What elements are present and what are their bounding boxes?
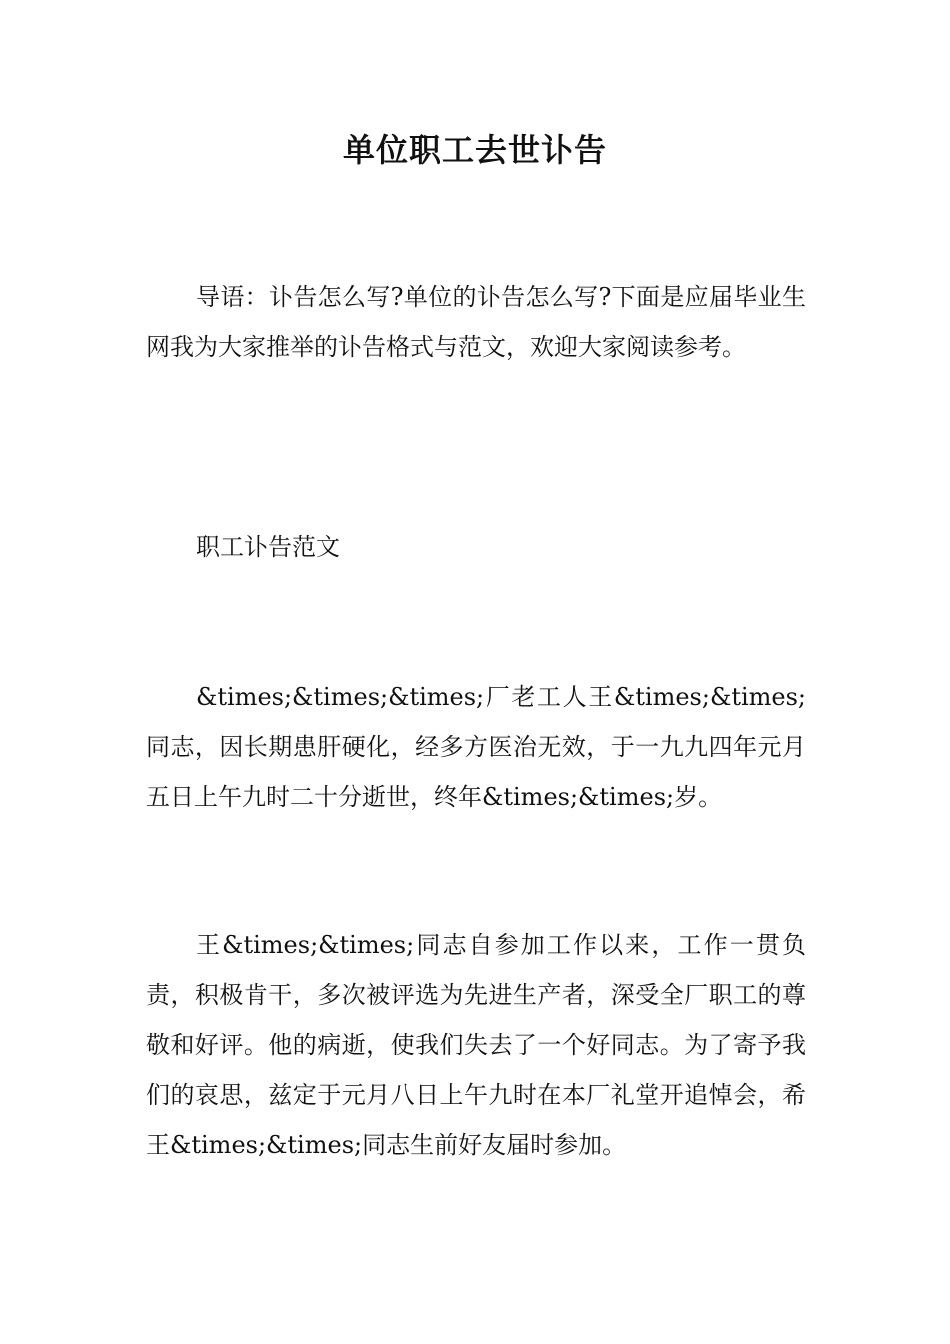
body-paragraph: 王&times;&times;同志自参加工作以来，工作一贯负责，积极肯干，多次被评选为先进生产者，深受全厂职工的尊敬和好评。他的病逝，使我们失去了一个好同志。为了寄予我们的哀思，兹定于元月八日上午九时在本厂礼堂开追悼会，希王&times;&times;同志生前好友届时参加。 — [146, 931, 806, 1159]
intro-paragraph: 导语：讣告怎么写?单位的讣告怎么写?下面是应届毕业生网我为大家推举的讣告格式与范文，欢迎大家阅读参考。 — [146, 283, 806, 361]
notice-paragraph: &times;&times;&times;厂老工人王&times;&times;同志，因长期患肝硬化，经多方医治无效，于一九九四年元月五日上午九时二十分逝世，终年&times;&times;岁。 — [146, 683, 806, 811]
document-title: 单位职工去世讣告 — [342, 131, 607, 169]
section-heading: 职工讣告范文 — [196, 533, 340, 561]
